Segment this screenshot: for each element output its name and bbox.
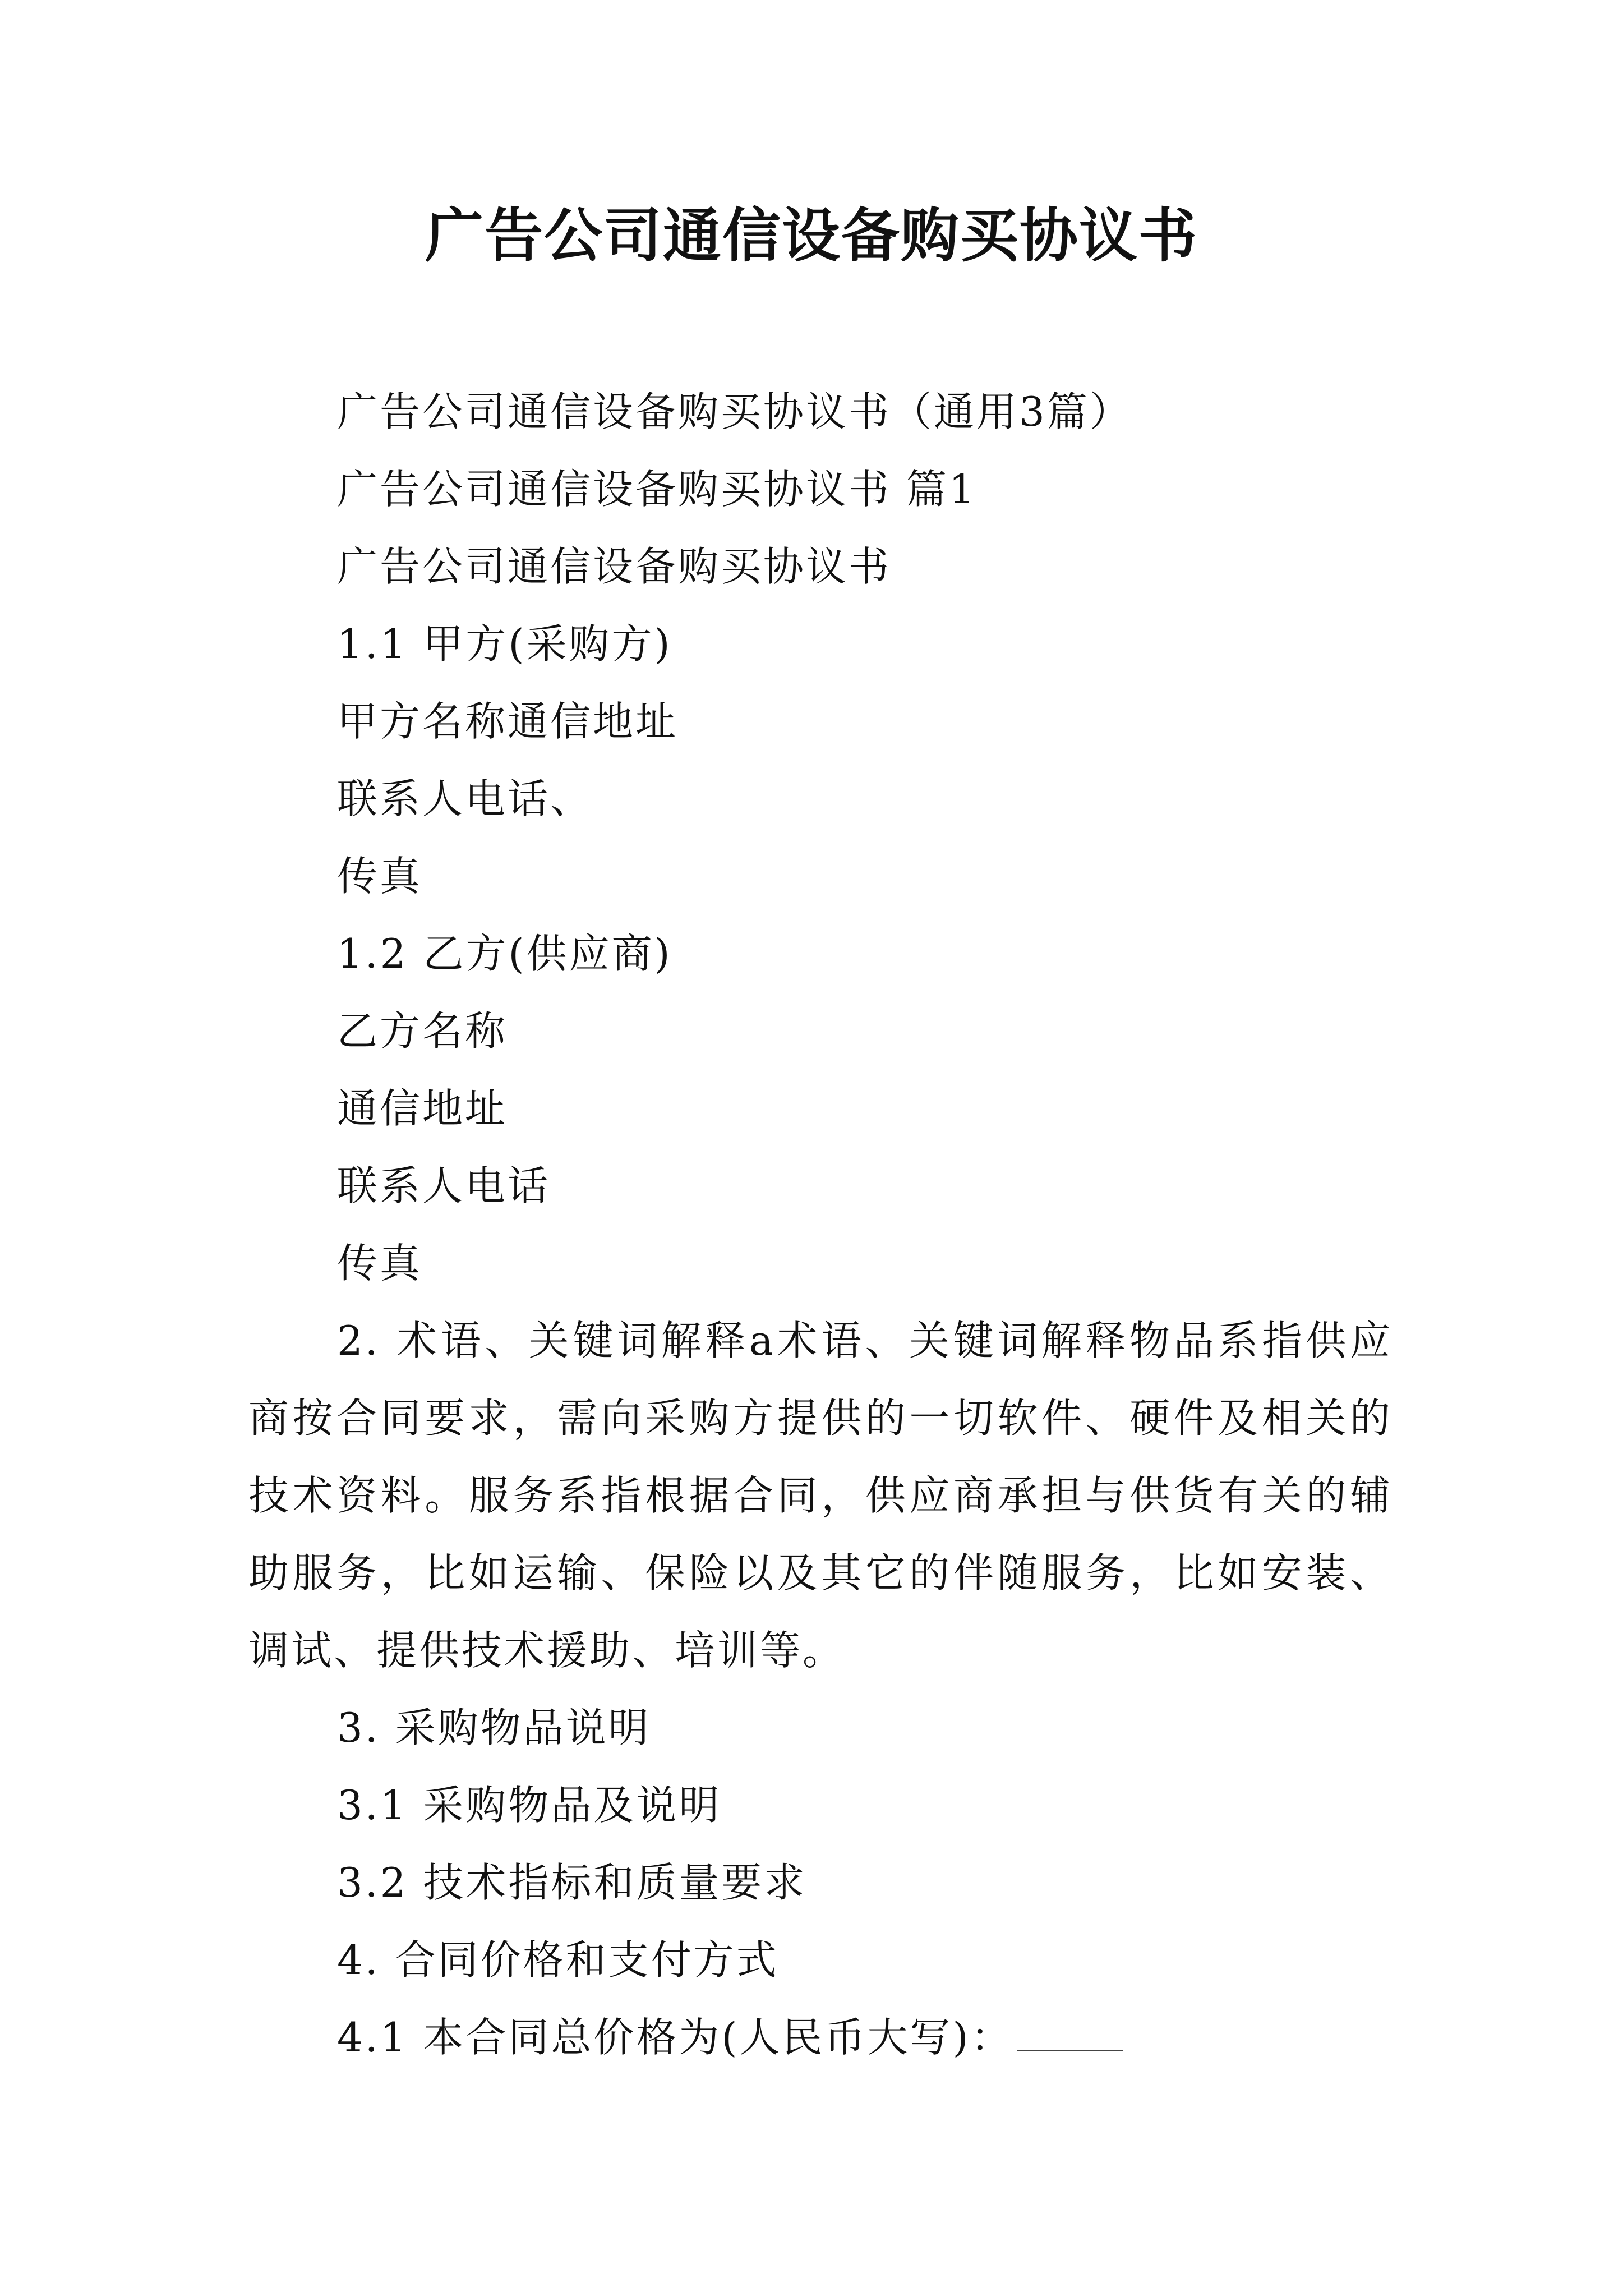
- party-a-name-address: 甲方名称通信地址: [337, 698, 679, 745]
- party-a-contact: 联系人电话、: [337, 775, 593, 822]
- party-b-address: 通信地址: [337, 1085, 508, 1132]
- section-4-1: [248, 1999, 1393, 2076]
- party-a-heading: 1.1 甲方(采购方): [337, 620, 672, 668]
- section-3-1: 3.1 采购物品及说明: [337, 1782, 722, 1829]
- party-a-fax: 传真: [337, 853, 423, 900]
- total-price-label: 4.1 本合同总价格为(人民币大写)：: [337, 2014, 1013, 2061]
- subtitle-line: 广告公司通信设备购买协议书（通用3篇）: [337, 388, 1132, 435]
- party-b-heading: 1.2 乙方(供应商): [337, 930, 672, 977]
- party-b-contact: 联系人电话: [337, 1162, 551, 1209]
- terms-paragraph: 2. 术语、关键词解释a术语、关键词解释物品系指供应商按合同要求，需向采购方提供的一切软件、硬件及相关的技术资料。服务系指根据合同，供应商承担与供货有关的辅助服务，比如运输、保险以及其它的伴随服务，比如安装、调试、提供技术援助、培训等。: [248, 1317, 1393, 1674]
- party-b-name: 乙方名称: [337, 1007, 508, 1055]
- document-body: [248, 373, 1393, 2076]
- section-4-heading: 4. 合同价格和支付方式: [337, 1936, 779, 1984]
- section-heading: 广告公司通信设备购买协议书 篇1: [337, 466, 977, 513]
- party-b-fax: 传真: [337, 1240, 423, 1287]
- section-3-heading: 3. 采购物品说明: [337, 1704, 651, 1751]
- document-title: 广告公司通信设备购买协议书: [425, 201, 1198, 270]
- section-3-2: 3.2 技术指标和质量要求: [337, 1859, 807, 1906]
- price-blank-underline: [1017, 2016, 1123, 2051]
- agreement-heading: 广告公司通信设备购买协议书: [337, 543, 892, 590]
